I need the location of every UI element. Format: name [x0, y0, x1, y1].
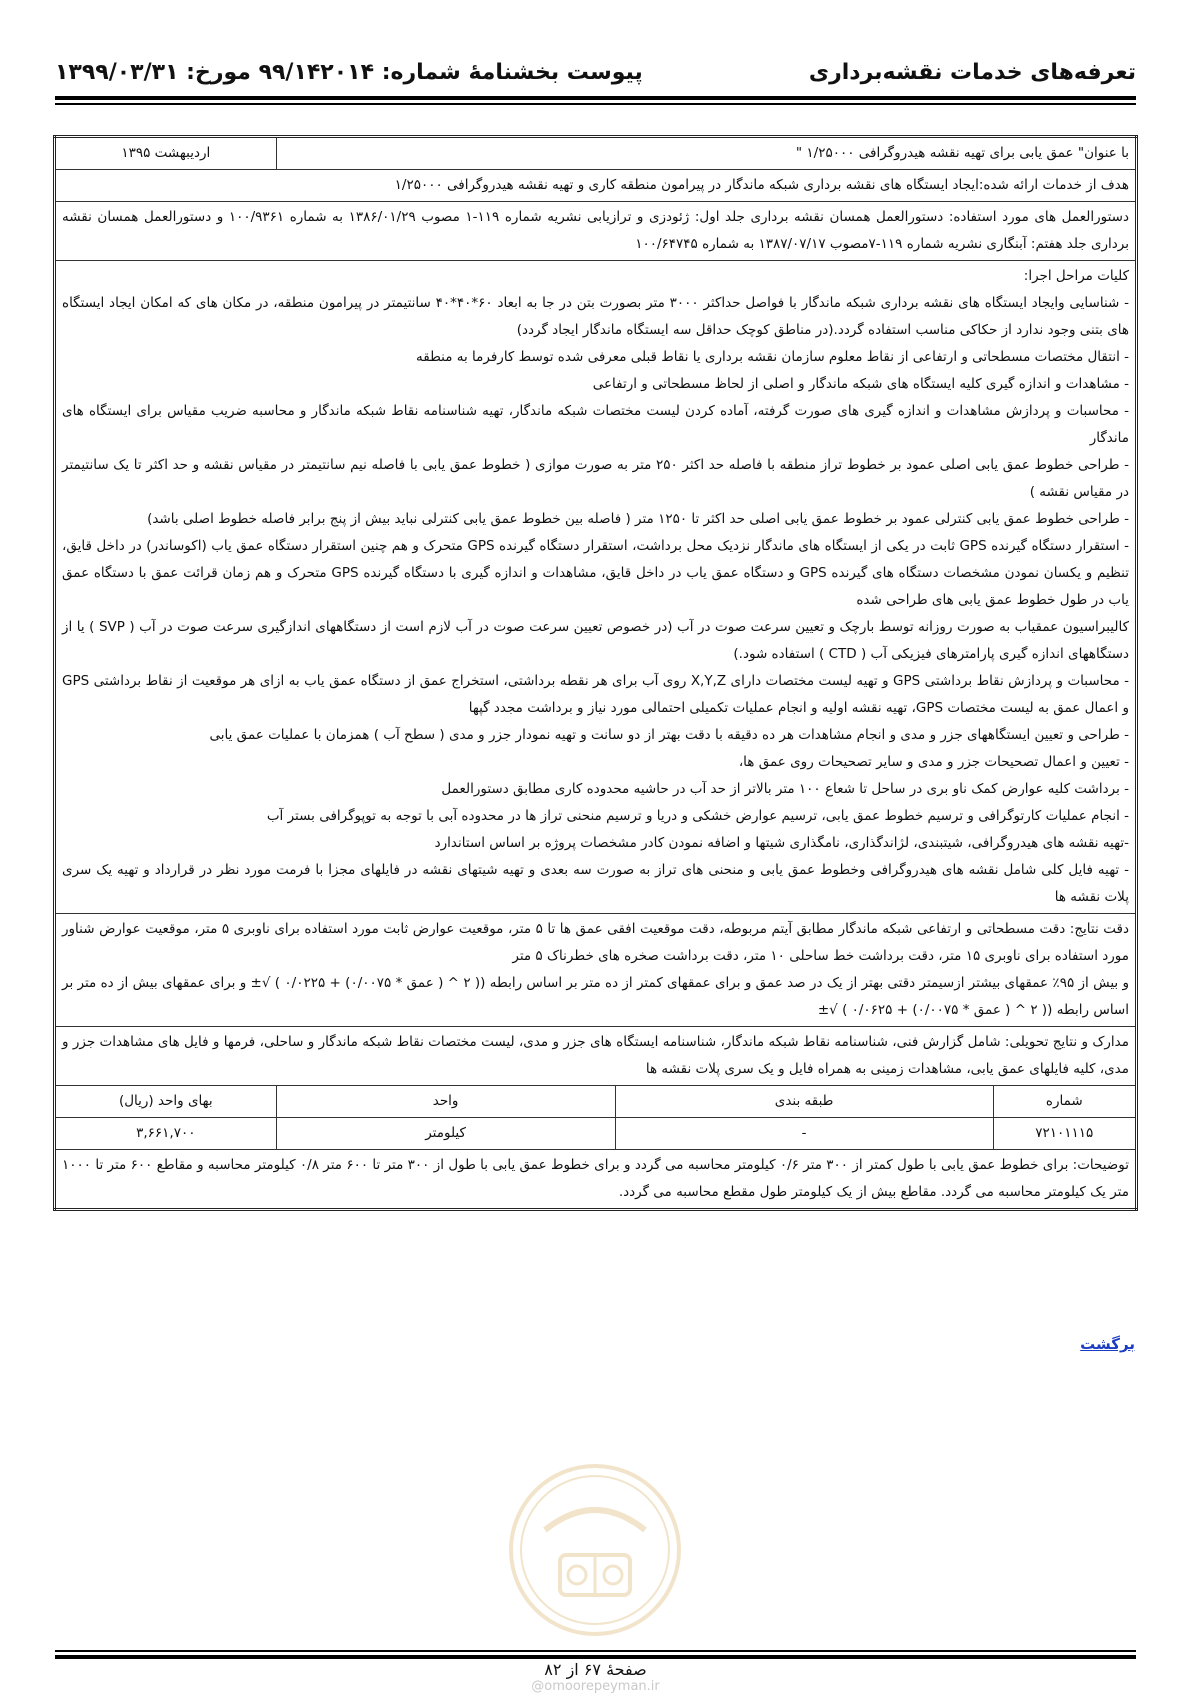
circular-reference: پیوست بخشنامهٔ شماره: ۹۹/۱۴۲۰۱۴ مورخ: ۱۳۹۹/۰۳/۳۱ [55, 59, 643, 85]
item-unit: کیلومتر [276, 1118, 615, 1150]
result-accuracy [55, 914, 1137, 1027]
goal-row [55, 170, 1137, 202]
deliverables-row [55, 1027, 1137, 1086]
document-title: تعرفه‌های خدمات نقشه‌برداری [808, 59, 1136, 85]
header-rule-thick [55, 96, 1136, 100]
page-footer [0, 1660, 1191, 1694]
step-item: - استقرار دستگاه گیرنده GPS ثابت در یکی از ایستگاه های ماندگار نزدیک محل برداشت، استقرار دستگاه گیرنده GPS متحرک و هم چنین استقرار دستگاه عمق یاب (اکوساندر) در داخل قایق، تنظیم و یکسان نمودن مشخصات دستگاه های گیرنده GPS و دستگاه عمق یاب در داخل قایق، مشاهدات و اندازه گیری با دستگاه گیرنده GPS متحرک و هم زمان قرائت عمق با دستگاه عمق یاب در طول خطوط عمق یابی های طراحی شده [62, 538, 1130, 608]
item-price: ۳,۶۶۱,۷۰۰ [55, 1118, 277, 1150]
step-item: - محاسبات و پردازش نقاط برداشتی GPS و تهیه لیست مختصات دارای X,Y,Z روی آب برای هر نقطه برداشتی، استخراج عمق از دستگاه عمق یاب به ازای هر موقعیت از نقاط برداشتی GPS و اعمال عمق به لیست مختصات GPS، تهیه نقشه اولیه و انجام عملیات تکمیلی احتمالی مورد نیاز و برداشت مجدد گپها [62, 673, 1129, 716]
tariff-table [53, 135, 1138, 1211]
item-code: ۷۲۱۰۱۱۱۵ [993, 1118, 1136, 1150]
instructions-row [55, 202, 1137, 261]
step-item: - تعیین و اعمال تصحیحات جزر و مدی و سایر تصحیحات روی عمق ها، [738, 754, 1129, 770]
unit-header: واحد [276, 1086, 615, 1118]
service-title: با عنوان" عمق یابی برای تهیه نقشه هیدروگرافی ۱/۲۵۰۰۰ " [276, 137, 1136, 170]
accuracy-row [55, 914, 1137, 1027]
notes: توضیحات: برای خطوط عمق یابی با طول کمتر از ۳۰۰ متر ۰/۶ کیلومتر محاسبه می گردد و برای خطوط عمق یابی با طول از ۳۰۰ متر تا ۶۰۰ متر ۰/۸ کیلومتر محاسبه و مقاطع ۶۰۰ متر تا ۱۰۰۰ متر یک کیلومتر محاسبه می گردد. مقاطع بیش از یک کیلومتر طول مقطع محاسبه می گردد. [55, 1150, 1137, 1210]
header-rule-thin [55, 103, 1136, 105]
step-item: - برداشت کلیه عوارض کمک ناو بری در ساحل تا شعاع ۱۰۰ متر بالاتر از حد آب در حاشیه محدوده کاری مطابق دستورالعمل [441, 781, 1129, 797]
step-item: - انجام عملیات کارتوگرافی و ترسیم خطوط عمق یابی، ترسیم عوارض خشکی و دریا و ترسیم منحنی تراز ها در محدوده آبی با توجه به توپوگرافی بستر آب [266, 808, 1129, 824]
footer-rule-thin [55, 1650, 1136, 1652]
accuracy-text: دقت نتایج: دقت مسطحاتی و ارتفاعی شبکه ماندگار مطابق آیتم مربوطه، دقت موقعیت افقی عمق ها تا ۵ متر، موقعیت عوارض ثابت مورد استفاده برای ناوبری ۵ متر، موقعیت عوارض شناور مورد استفاده برای ناوبری ۱۵ متر، دقت برداشت خط ساحلی ۱۰ متر، دقت برداشت صخره های خطرناک ۵ متر [62, 921, 1130, 964]
step-item: - طراحی خطوط عمق یابی اصلی عمود بر خطوط تراز منطقه با فاصله حد اکثر ۲۵۰ متر به صورت موازی ( خطوط عمق یابی با فاصله نیم سانتیمتر در مقیاس نقشه و حد اکثر تا یک سانتیمتر در مقیاس نقشه ) [62, 457, 1129, 500]
footer-rule-thick [55, 1655, 1136, 1659]
step-item: -تهیه نقشه های هیدروگرافی، شیتبندی، لژاندگذاری، نامگذاری شیتها و اضافه نمودن کادر مشخصات پروژه بر اساس استاندارد [434, 835, 1129, 851]
category-header: طبقه بندی [615, 1086, 993, 1118]
steps-row [55, 261, 1137, 914]
service-goal: هدف از خدمات ارائه شده:ایجاد ایستگاه های نقشه برداری شبکه ماندگار در پیرامون منطقه کاری و تهیه نقشه هیدروگرافی ۱/۲۵۰۰۰ [55, 170, 1137, 202]
back-link[interactable]: برگشت [1080, 1335, 1135, 1353]
step-item: - طراحی و تعیین ایستگاههای جزر و مدی و انجام مشاهدات هر ده دقیقه با دقت بهتر از دو سانت و تهیه نمودار جزر و مدی ( سطح آب ) همزمان با عملیات عمق یابی [209, 727, 1129, 743]
step-item: - طراحی خطوط عمق یابی کنترلی عمود بر خطوط عمق یابی اصلی حد اکثر تا ۱۲۵۰ متر ( فاصله بین خطوط عمق یابی کنترلی نباید بیش از پنج برابر فاصله خطوط اصلی باشد) [147, 511, 1129, 527]
item-category: - [615, 1118, 993, 1150]
step-item: - مشاهدات و اندازه گیری کلیه ایستگاه های شبکه ماندگار و اصلی از لحاظ مسطحاتی و ارتفاعی [592, 376, 1129, 392]
step-item: - تهیه فایل کلی شامل نقشه های هیدروگرافی وخطوط عمق یابی و منحنی های تراز به صورت سه بعدی و تهیه شیتهای نقشه در فایلهای مجزا با فرمت مورد نظر در قرارداد و تهیه یک سری پلات نقشه ها [62, 862, 1129, 905]
site-watermark: @omoorepeyman.ir [531, 1679, 660, 1694]
instructions-used: دستورالعمل های مورد استفاده: دستورالعمل همسان نقشه برداری جلد اول: ژئودزی و ترازیابی نشریه شماره ۱۱۹-۱ مصوب ۱۳۸۶/۰۱/۲۹ به شماره ۱۰۰/۹۳۶۱ و دستورالعمل همسان نقشه برداری جلد هفتم: آبنگاری نشریه شماره ۱۱۹-۷مصوب ۱۳۸۷/۰۷/۱۷ به شماره ۱۰۰/۶۴۷۴۵ [55, 202, 1137, 261]
step-item: - محاسبات و پردازش مشاهدات و اندازه گیری های صورت گرفته، آماده کردن لیست مختصات شبکه ماندگار، تهیه شناسنامه نقاط شبکه ماندگار و محاسبه ضریب مقیاس برای ایستگاه های ماندگار [62, 403, 1129, 446]
watermark-logo [505, 1460, 685, 1640]
deliverables: مدارک و نتایج تحویلی: شامل گزارش فنی، شناسنامه نقاط شبکه ماندگار، شناسنامه ایستگاه های جزر و مدی، لیست مختصات نقاط شبکه ماندگار و ساحلی، فرمها و فایل های مشاهدات جزر و مدی، کلیه فایلهای عمق یابی، مشاهدات زمینی به همراه فایل و یک سری پلات نقشه ها [55, 1027, 1137, 1086]
code-header: شماره [993, 1086, 1136, 1118]
title-row [55, 137, 1137, 170]
step-item: - شناسایی وایجاد ایستگاه های نقشه برداری شبکه ماندگار با فواصل حداکثر ۳۰۰۰ متر بصورت بتن در جا به ابعاد ۶۰*۴۰*۴۰ سانتیمتر در پیرامون منطقه، در مکان های که امکان ایجاد ایستگاه های بتنی وجود ندارد از حکاکی مناسب استفاده گردد.(در مناطق کوچک حداقل سه ایستگاه ماندگار ایجاد گردد) [62, 295, 1129, 338]
page-header [55, 52, 1136, 92]
execution-steps [55, 261, 1137, 914]
page-number: صفحهٔ ۶۷ از ۸۲ [544, 1660, 647, 1679]
accuracy-text: و بیش از ۹۵٪ عمقهای بیشتر ازسیمتر دقتی بهتر از یک در صد عمق و برای عمقهای کمتر از ده متر بر اساس رابطه (( ۲ ^ ( عمق * ۰/۰۰۷۵) + ۰/۰۲۲۵ ) √± و برای عمقهای بیش از ده متر بر اساس رابطه (( ۲ ^ ( عمق * ۰/۰۰۷۵) + ۰/۰۶۲۵ ) √± [62, 975, 1130, 1018]
price-header: بهای واحد (ریال) [55, 1086, 277, 1118]
step-item: کالیبراسیون عمقیاب به صورت روزانه توسط بارچک و تعیین سرعت صوت در آب (در خصوص تعیین سرعت صوت در آب لازم است از دستگاههای اندازگیری سرعت صوت در آب ( SVP ) یا از دستگاههای اندازه گیری پارامترهای فیزیکی آب ( CTD ) استفاده شود.) [62, 619, 1130, 662]
issue-date: اردیبهشت ۱۳۹۵ [55, 137, 277, 170]
steps-title: کلیات مراحل اجرا: [1023, 268, 1129, 284]
price-row [55, 1118, 1137, 1150]
notes-row [55, 1150, 1137, 1210]
price-header-row [55, 1086, 1137, 1118]
step-item: - انتقال مختصات مسطحاتی و ارتفاعی از نقاط معلوم سازمان نقشه برداری یا نقاط قبلی معرفی شده توسط کارفرما به منطقه [416, 349, 1129, 365]
